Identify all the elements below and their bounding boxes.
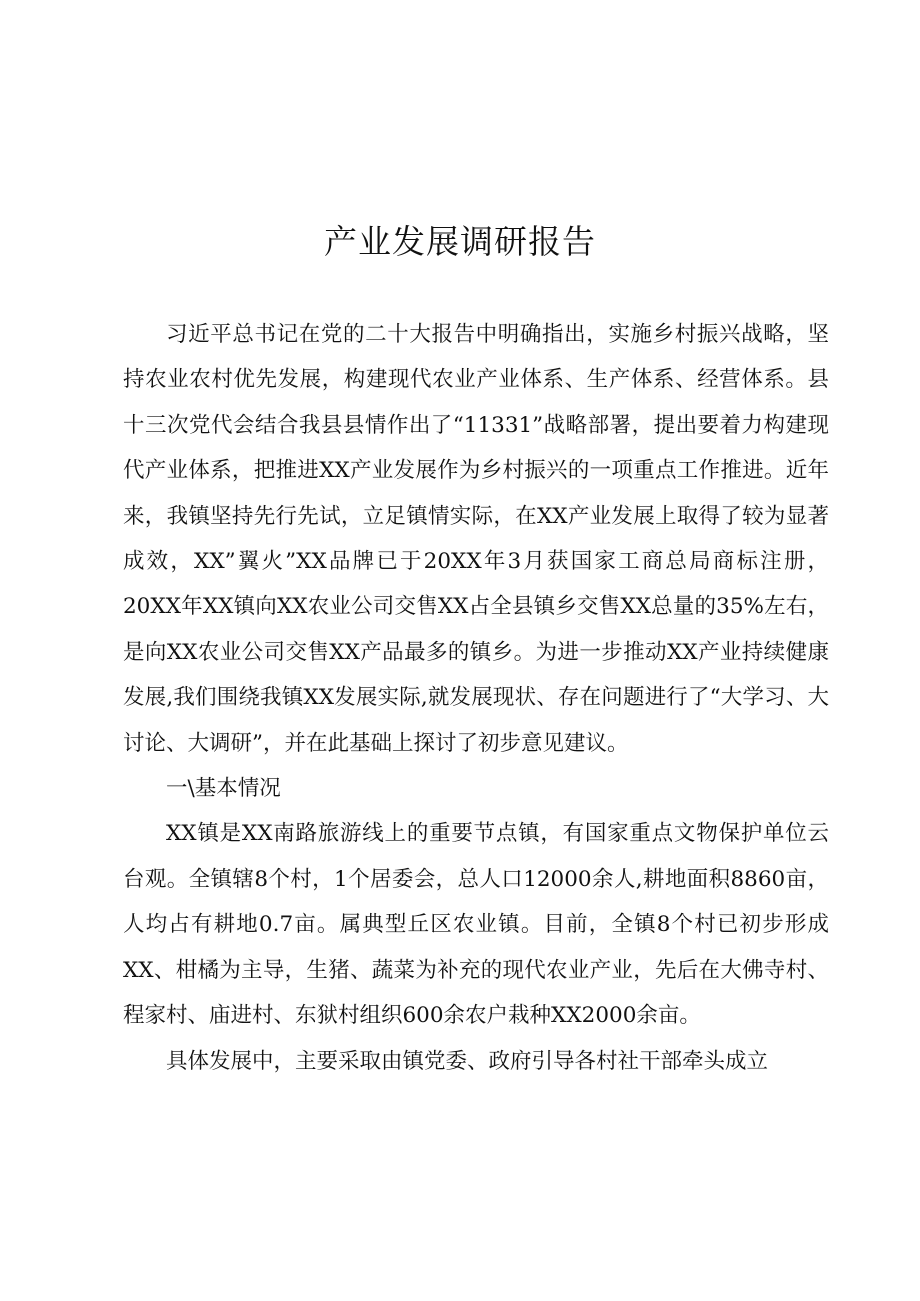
section-heading-basic-situation: 一\基本情况 xyxy=(166,776,281,802)
paragraph-basic-situation: XX镇是XX南路旅游线上的重要节点镇，有国家重点文物保护单位云台观。全镇辖8个村，1个居委会，总人口12000余人,耕地面积8860亩，人均占有耕地0.7亩。属典型丘区农业镇。目前，全镇8个村已初步形成XX、柑橘为主导，生猪、蔬菜为补充的现代农业产业，先后在大佛寺村、程家村、庙进村、东狱村组织600余农户栽种XX2000余亩。 xyxy=(123,821,829,1029)
paragraph-intro: 习近平总书记在党的二十大报告中明确指出，实施乡村振兴战略，坚持农业农村优先发展，构建现代农业产业体系、生产体系、经营体系。县十三次党代会结合我县县情作出了“11331”战略部署，提出要着力构建现代产业体系，把推进XX产业发展作为乡村振兴的一项重点工作推进。近年来，我镇坚持先行先试，立足镇情实际，在XX产业发展上取得了较为显著成效，XX”翼火”XX品牌已于20XX年3月获国家工商总局商标注册，20XX年XX镇向XX农业公司交售XX占全县镇乡交售XX总量的35%左右，是向XX农业公司交售XX产品最多的镇乡。为进一步推动XX产业持续健康发展,我们围绕我镇XX发展实际,就发展现状、存在问题进行了“大学习、大讨论、大调研”，并在此基础上探讨了初步意见建议。 xyxy=(123,322,829,756)
paragraph-specific-development: 具体发展中，主要采取由镇党委、政府引导各村社干部牵头成立 xyxy=(166,1048,769,1074)
document-body xyxy=(123,312,829,1084)
document-title: 产业发展调研报告 xyxy=(324,222,596,261)
